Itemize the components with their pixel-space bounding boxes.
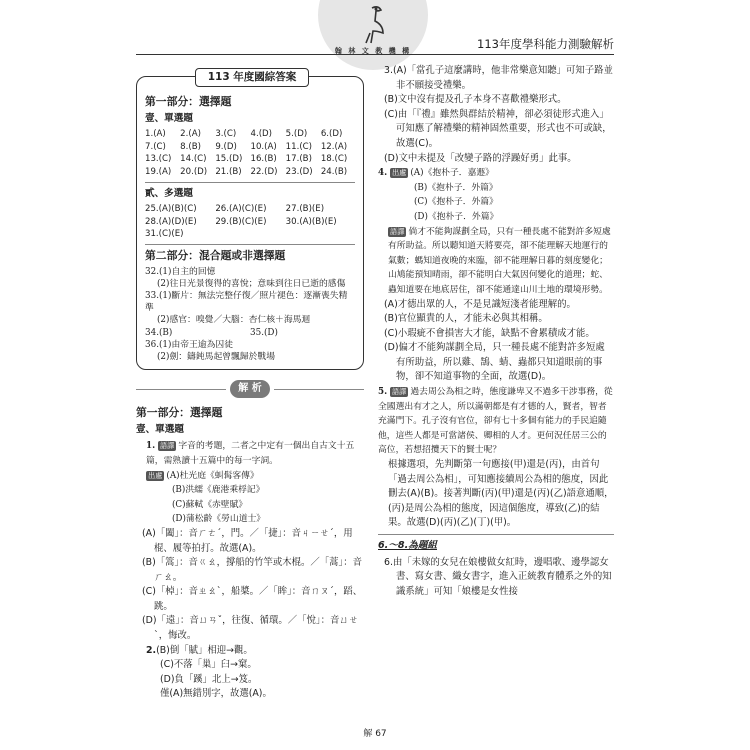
part2-title: 第二部分：混合題或非選擇題 (145, 248, 286, 262)
option-explanation: (B)「篙」：音ㄍㄠ，撐船的竹竿或木棍。／「蒿」：音ㄏㄠ。 (142, 557, 362, 583)
answer-item: 8.(B) (180, 141, 201, 152)
answer-item: 15.(D) (215, 154, 243, 165)
multi-answer-grid (145, 203, 355, 241)
answer-item: 19.(A) (145, 166, 172, 177)
answer-item: 7.(C) (145, 141, 166, 152)
source-badge: 出處 (148, 470, 163, 480)
divider (145, 244, 355, 245)
answer-item: 3.(C) (215, 129, 237, 140)
analysis-divider (136, 380, 364, 398)
analysis-section-title: 壹、單選題 (136, 423, 184, 435)
option-explanation: (A)「闔」：音ㄏㄜˊ，門。／「捷」：音ㄐㄧㄝˊ，用棍、履等拍打。故選(A)。 (142, 527, 353, 554)
answer-item: 28.(A)(D)(E) (145, 216, 197, 227)
question-4 (378, 166, 614, 385)
answer-item: 11.(C) (285, 141, 313, 152)
option-explanation: (B)文中沒有提及孔子本身不喜歡禮樂形式。 (384, 94, 567, 106)
question-3 (378, 64, 614, 166)
option-explanation: (C)小瑕疵不會損害大才能，缺點不會累積成才能。 (384, 327, 595, 339)
mixed-answer: (2)往日光景復得的喜悅；意味到往日已逝的感傷 (157, 278, 346, 289)
option-explanation: (C)「棹」：音ㄓㄠˋ，船槳。／「眸」：音ㄇㄡˊ，蹈、跳。 (142, 586, 363, 612)
translation-text: 倘才不能夠謀劃全局，只有一種長處不能對許多短處有所助益。所以聽知道天將要亮，卻不能理解天地運行的氣數；螞知道夜晚的來臨，卻不能理解日暮的刻度變化；山鳩能預知晴雨，卻不能明白大氣因何變化的道理；蛇、蟲知道要在地底居住，卻不能通達山川土地的環境形勢。 (388, 226, 611, 295)
translation-badge: 語譯 (159, 441, 175, 451)
mixed-answer: 32.(1)自主的回憶 (145, 266, 216, 277)
answer-item: 25.(A)(B)(C) (145, 204, 197, 215)
option-explanation: (C)由「『禮』雖然與群結於精神，卻必須徒形式進入」可知應了解禮樂的精神固然重要，形式也不可或缺，故選(C)。 (384, 108, 612, 149)
question-number: 4. (378, 168, 388, 179)
question-number: 1. (146, 441, 156, 452)
logo (318, 0, 428, 70)
answer-item: 30.(A)(B)(E) (285, 216, 337, 227)
option-explanation: (B)倒「賦」相迎→觀。 (156, 644, 253, 656)
answer-item: 10.(A) (250, 141, 277, 152)
answer-item: 12.(A) (320, 141, 348, 152)
left-column (136, 64, 364, 702)
answer-item: 31.(C)(E) (145, 229, 184, 240)
source-item: (C)蘇軾《赤壁賦》 (172, 499, 248, 510)
analysis-part1-title: 第一部分：選擇題 (136, 406, 223, 420)
answer-item: 27.(B)(E) (285, 204, 325, 215)
answer-item: 9.(D) (215, 141, 237, 152)
mixed-answer-row (145, 327, 355, 339)
option-explanation: (D)「遠」：音ㄩㄢˇ，往復、循環。／「悅」：音ㄩㄝˋ，悔改。 (142, 615, 359, 642)
option-explanation: (D)負「蹊」北上→笈。 (160, 673, 258, 685)
answer-item: 17.(B) (285, 154, 312, 165)
answer-item: 22.(D) (250, 166, 278, 177)
answer-item: 5.(D) (285, 129, 308, 140)
option-explanation: (D)文中未提及「改變子路的浮躁好勇」此事。 (384, 152, 577, 164)
answer-item: 26.(A)(C)(E) (215, 204, 267, 215)
question-5 (378, 385, 614, 531)
answer-item: 21.(B) (215, 166, 242, 177)
question-number: 5. (378, 387, 388, 398)
logo-text: 翰 林 文 教 機 構 (334, 47, 412, 55)
mixed-answer: 36.(1)由帝王逾為囚徒 (145, 339, 234, 350)
question-1 (136, 439, 364, 643)
option-explanation: (D)偏才不能夠謀劃全局，只一種長處不能對許多短處有所助益，所以雞、鵠、蜻、蟲都只知道眼前的事物，卻不知道事物的全面，故選(D)。 (384, 342, 605, 383)
page-header-title: 113年度學科能力測驗解析 (477, 37, 614, 51)
answer-item: 6.(D) (320, 129, 343, 140)
analysis-label: 解 析 (230, 380, 270, 398)
question-2 (136, 644, 364, 702)
answer-item: 1.(A) (145, 129, 166, 140)
answer-item: 20.(D) (180, 166, 208, 177)
option-explanation: 6.由「未嫁的女兒在娘樓做女紅時，邊唱歌、邊學認女書、寫女書、織女書字，進入正統教育體系之外的知識系統」可知「娘樓是女性接 (384, 556, 612, 597)
answer-item: 24.(B) (320, 166, 348, 177)
answer-item: 29.(B)(C)(E) (215, 216, 267, 227)
answer-item: 16.(B) (250, 154, 277, 165)
source-item: (C)《抱朴子．外篇》 (414, 197, 498, 208)
source-item: (A)杜光庭《虯髯客傳》 (166, 470, 259, 481)
answer-box-title: 113 年度國綜答案 (195, 68, 309, 87)
translation-badge: 語譯 (390, 226, 405, 236)
mixed-answer: (2)劍：鑄鈍馬起曾飄歸於戰場 (157, 351, 276, 362)
single-choice-title: 壹、單選題 (145, 112, 193, 124)
option-explanation: (B)官位顯貴的人，才能未必與其相稱。 (384, 313, 548, 325)
answer-item: 18.(C) (320, 154, 348, 165)
answer-item: 23.(D) (285, 166, 313, 177)
option-explanation: 僅(A)無錯別字，故選(A)。 (160, 688, 272, 700)
answer-item: 2.(A) (180, 129, 201, 140)
divider (145, 182, 355, 183)
crane-icon (354, 4, 392, 44)
source-badge: 出處 (391, 168, 407, 178)
source-item: (B)洪繻《鹿港乘桴記》 (172, 485, 265, 496)
question-note: 字音的考題，二者之中定有一個出自古文十五篇，需熟讀十五篇中的每一字詞。 (146, 441, 355, 466)
option-explanation: 3.(A)「當孔子這麼講時，他非常樂意知聽」可知子路並非不願接受禮樂。 (384, 65, 613, 91)
answer-item: 14.(C) (180, 154, 207, 165)
mixed-answers (145, 266, 355, 364)
page-number: 解 67 (363, 729, 387, 739)
answer-item: 4.(D) (250, 129, 273, 140)
question-number: 2. (146, 644, 157, 656)
answer-box (136, 71, 364, 370)
source-item: (A)《抱朴子．嘉遯》 (410, 168, 494, 179)
translation-badge: 語譯 (391, 387, 407, 397)
single-answer-grid (145, 128, 355, 178)
answer-item: 13.(C) (145, 154, 172, 165)
option-explanation: 根據選項，先判斷第一句應接(甲)還是(丙)，由首句「過去周公為相」，可知應接續周公為相的態度，因此刪去(A)(B)。接著判斷(丙)(甲)還是(丙)(乙)語意通順，(丙)是周公為相的態度，因這個態度，導致(乙)的結果。故選(D)(丙)(乙)(丁)(甲)。 (388, 459, 614, 529)
option-explanation: (C)不落「巢」臼→窠。 (160, 659, 257, 671)
source-item: (D)《抱朴子．外篇》 (414, 211, 499, 222)
divider (378, 534, 614, 535)
source-item: (B)《抱朴子．外篇》 (414, 182, 498, 193)
right-column (378, 64, 614, 599)
source-item: (D)蒲松齡《勞山道士》 (172, 514, 266, 525)
multi-choice-title: 貳、多選題 (145, 187, 193, 199)
mixed-answer: 35.(D) (250, 327, 278, 338)
option-explanation: (A)才德出眾的人，不是見識短淺者能理解的。 (384, 298, 576, 310)
mixed-answer: (2)感官：嗅覺／大腦：杏仁核＋海馬迴 (157, 315, 311, 326)
mixed-answer: 34.(B) (145, 327, 173, 338)
question-group-title: 6.～8.為題組 (378, 540, 438, 551)
header-divider (136, 54, 614, 55)
mixed-answer: 33.(1)斷片：無法完整仔復／照片褪色：逐漸喪失精準 (145, 290, 348, 314)
part1-title: 第一部分：選擇題 (145, 95, 232, 108)
translation-text: 過去周公為相之時，態度謙卑又不過多干涉事務，從全國選出有才之人，所以滿朝都是有才德的人，賢者，智者充滿門下。孔子沒有官位，卻有七十多個有能力的手民追隨他，這些人都是可當諸侯、卿相的人才。更何況任居三公的高位，若想招攬天下的賢士呢？ (378, 387, 613, 456)
